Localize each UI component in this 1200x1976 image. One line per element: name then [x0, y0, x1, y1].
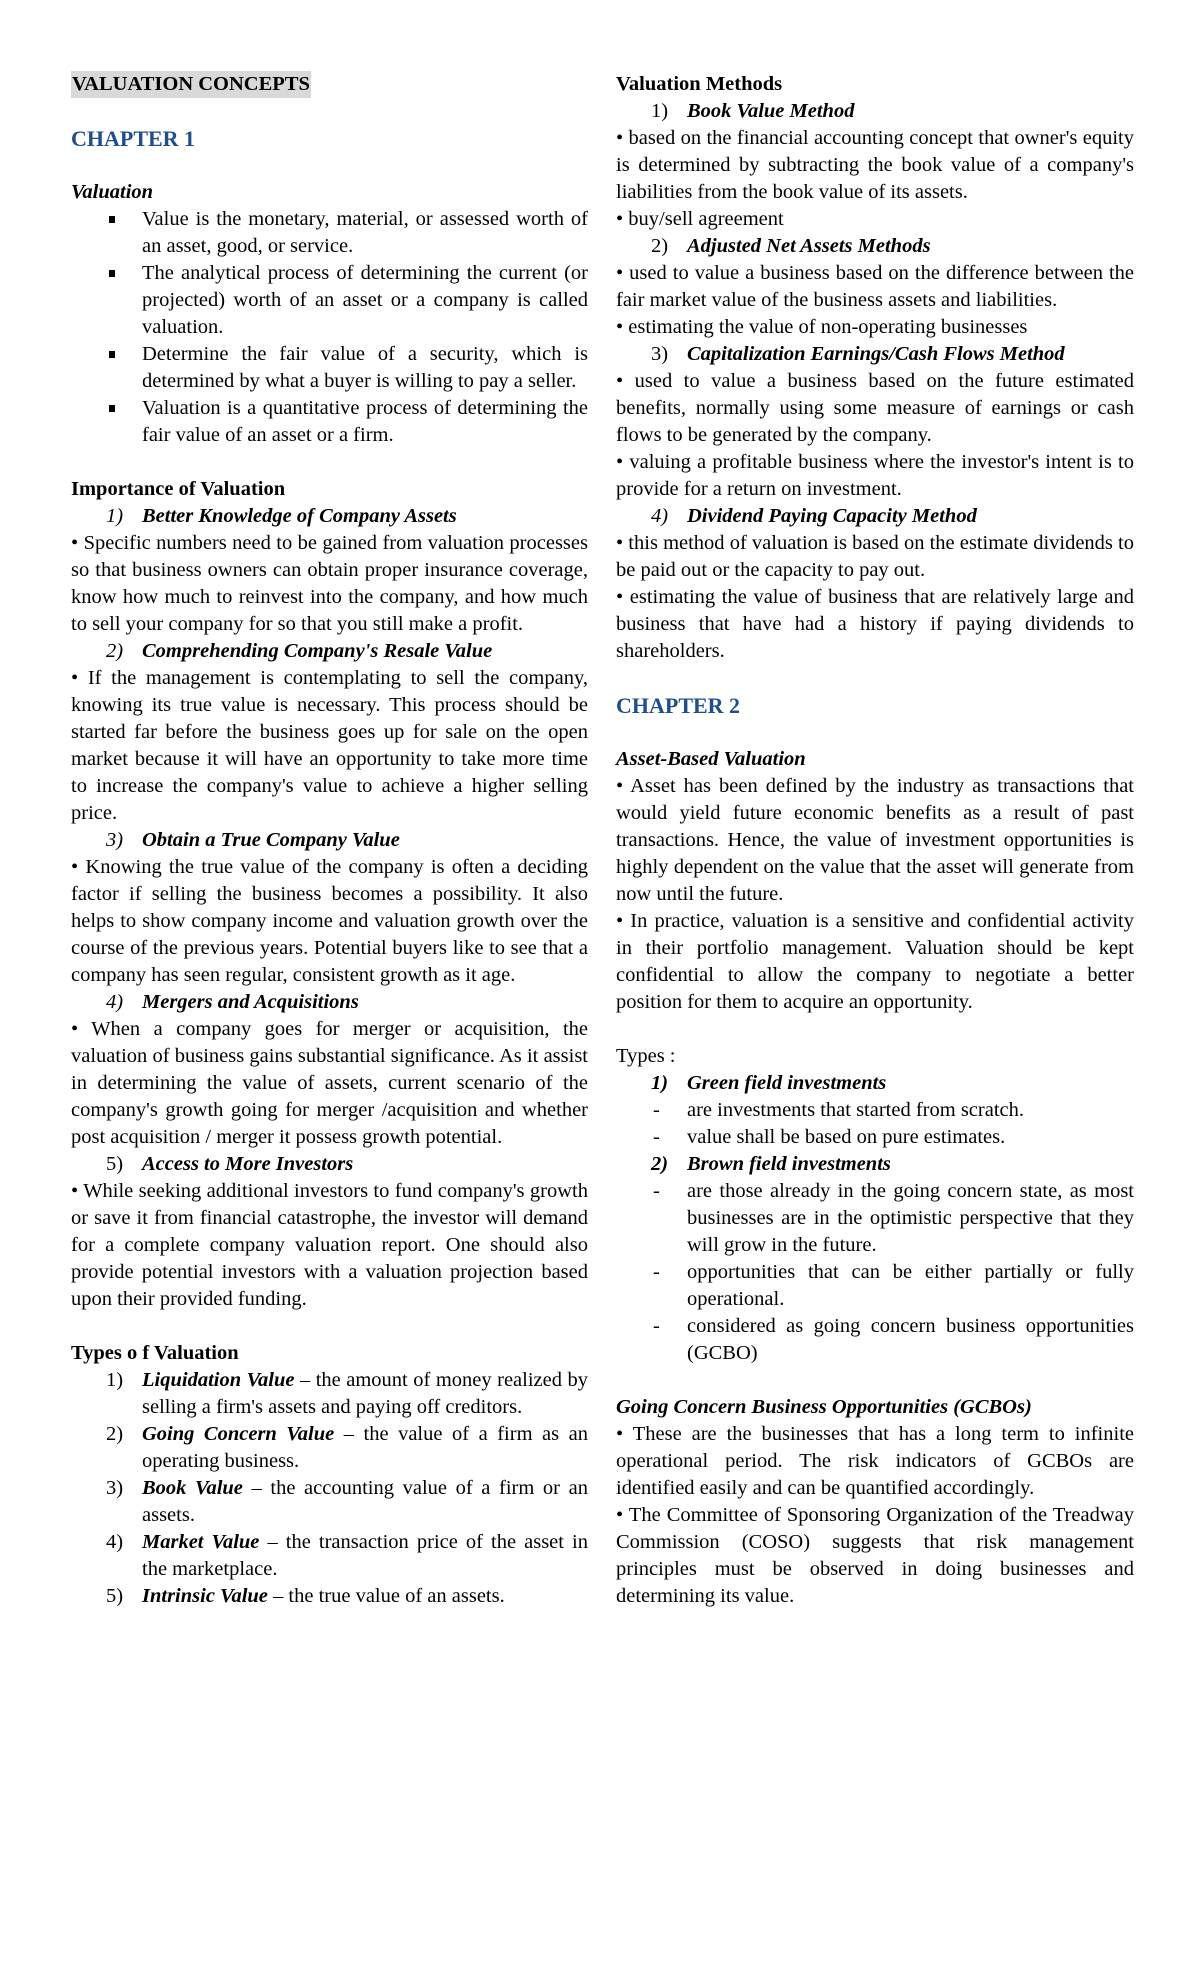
paragraph: • estimating the value of non-operating businesses: [616, 316, 1028, 338]
paragraph: • used to value a business based on the difference between the fair market value of the business assets and liabilities.: [616, 262, 1134, 311]
valuation-methods-heading: Valuation Methods: [616, 73, 783, 95]
point-text: are investments that started from scratch.: [687, 1099, 1024, 1121]
paragraph: • The Committee of Sponsoring Organization of the Treadway Commission (COSO) suggests that risk management principles must be observed in doing businesses and determining its value.: [616, 1504, 1134, 1607]
chapter-2-heading: CHAPTER 2: [616, 693, 741, 718]
point-text: value shall be based on pure estimates.: [687, 1126, 1006, 1148]
item-title: Brown field investments: [687, 1153, 891, 1175]
paragraph: • used to value a business based on the future estimated benefits, normally using some measure of earnings or cash flows to be generated by the company.: [616, 370, 1134, 446]
numbered-heading: [616, 341, 1134, 368]
item-title: Comprehending Company's Resale Value: [142, 640, 493, 662]
valuation-type-definition: – the transaction price of the asset in the marketplace.: [142, 1531, 588, 1580]
item-number: 1): [106, 1369, 124, 1391]
valuation-type-definition: – the value of a firm as an operating business.: [142, 1423, 588, 1472]
numbered-heading: [71, 989, 588, 1016]
right-column: [616, 71, 1134, 1610]
dash-bullet-icon: -: [653, 1180, 660, 1202]
paragraph: • valuing a profitable business where the investor's intent is to provide for a return on investment.: [616, 451, 1134, 500]
list-item: [71, 1421, 588, 1475]
paragraph: • If the management is contemplating to sell the company, knowing its true value is necessary. This process should be started far before the business goes up for sale on the open market because it will have an opportunity to take more time to increase the company's value to achieve a higher selling price.: [71, 667, 588, 824]
item-number: 4): [106, 991, 124, 1013]
paragraph: • Asset has been defined by the industry as transactions that would yield future economic benefits as a result of past transactions. Hence, the value of investment opportunities is highly dependent on the value that the asset will generate from now until the future.: [616, 775, 1134, 905]
dash-bullet-icon: -: [653, 1315, 660, 1337]
valuation-type-definition: – the true value of an assets.: [267, 1585, 505, 1607]
list-item: [616, 1178, 1134, 1259]
numbered-heading: [616, 98, 1134, 125]
item-number: 4): [651, 505, 669, 527]
valuation-type-term: Market Value: [142, 1531, 260, 1553]
numbered-heading: [71, 638, 588, 665]
types-of-valuation-list: [71, 1367, 588, 1610]
point-text: considered as going concern business opportunities (GCBO): [687, 1315, 1134, 1364]
numbered-heading: [71, 1151, 588, 1178]
importance-heading: Importance of Valuation: [71, 478, 286, 500]
item-number: 2): [106, 640, 124, 662]
item-number: 1): [651, 100, 669, 122]
valuation-bullets: [71, 206, 588, 449]
item-number: 5): [106, 1585, 124, 1607]
item-title: Capitalization Earnings/Cash Flows Method: [687, 343, 1065, 365]
valuation-type-term: Liquidation Value: [142, 1369, 295, 1391]
item-title: Book Value Method: [687, 100, 855, 122]
paragraph: • These are the businesses that has a long term to infinite operational period. The risk indicators of GCBOs are identified easily and can be quantified accordingly.: [616, 1423, 1134, 1499]
list-item: [616, 1259, 1134, 1313]
valuation-heading: Valuation: [71, 181, 154, 203]
list-item: The analytical process of determining the current (or projected) worth of an asset or a company is called valuation.: [71, 260, 588, 341]
paragraph: • When a company goes for merger or acquisition, the valuation of business gains substantial significance. As it assist in determining the value of assets, current scenario of the company's growth going for merger /acquisition and whether post acquisition / merger it possess growth potential.: [71, 1018, 588, 1148]
item-title: Adjusted Net Assets Methods: [687, 235, 931, 257]
list-item: [71, 1367, 588, 1421]
list-item: [71, 1475, 588, 1529]
valuation-type-definition: – the accounting value of a firm or an assets.: [142, 1477, 588, 1526]
list-item: [71, 1529, 588, 1583]
numbered-heading: [71, 503, 588, 530]
paragraph: • estimating the value of business that are relatively large and business that have had a history if paying dividends to shareholders.: [616, 586, 1134, 662]
item-number: 3): [106, 829, 124, 851]
square-bullet-icon: [109, 270, 115, 277]
investment-types-list: [616, 1070, 1134, 1367]
paragraph: • based on the financial accounting concept that owner's equity is determined by subtracting the book value of a company's liabilities from the book value of its assets.: [616, 127, 1134, 203]
item-number: 3): [106, 1477, 124, 1499]
gcbo-heading: Going Concern Business Opportunities (GCBOs): [616, 1396, 1032, 1418]
item-number: 3): [651, 343, 669, 365]
item-title: Dividend Paying Capacity Method: [687, 505, 977, 527]
chapter-1-heading: CHAPTER 1: [71, 126, 196, 151]
item-number: 5): [106, 1153, 124, 1175]
document-title: VALUATION CONCEPTS: [71, 71, 311, 98]
numbered-heading: [616, 1151, 1134, 1178]
numbered-heading: [71, 827, 588, 854]
valuation-type-term: Going Concern Value: [142, 1423, 335, 1445]
item-title: Green field investments: [687, 1072, 887, 1094]
paragraph: • this method of valuation is based on the estimate dividends to be paid out or the capacity to pay out.: [616, 532, 1134, 581]
list-item: [71, 1583, 588, 1610]
square-bullet-icon: [109, 405, 115, 412]
numbered-heading: [616, 1070, 1134, 1097]
paragraph: • Specific numbers need to be gained from valuation processes so that business owners can obtain proper insurance coverage, know how much to reinvest into the company, and how much to sell your company for so that you still make a profit.: [71, 532, 588, 635]
point-text: opportunities that can be either partially or fully operational.: [687, 1261, 1134, 1310]
point-text: are those already in the going concern state, as most businesses are in the optimistic perspective that they will grow in the future.: [687, 1180, 1134, 1256]
dash-bullet-icon: -: [653, 1261, 660, 1283]
dash-bullet-icon: -: [653, 1126, 660, 1148]
item-number: 2): [106, 1423, 124, 1445]
valuation-methods-list: [616, 98, 1134, 665]
item-title: Access to More Investors: [142, 1153, 354, 1175]
item-number: 1): [106, 505, 124, 527]
square-bullet-icon: [109, 351, 115, 358]
list-item: [616, 1097, 1134, 1124]
item-title: Better Knowledge of Company Assets: [142, 505, 457, 527]
types-label: Types :: [616, 1045, 676, 1067]
valuation-type-definition: – the amount of money realized by selling a firm's assets and paying off creditors.: [142, 1369, 588, 1418]
importance-list: [71, 503, 588, 1313]
square-bullet-icon: [109, 216, 115, 223]
paragraph: • While seeking additional investors to fund company's growth or save it from financial catastrophe, the investor will demand for a complete company valuation report. One should also provide potential investors with a valuation projection based upon their provided funding.: [71, 1180, 588, 1310]
item-number: 2): [651, 1153, 669, 1175]
list-item: Value is the monetary, material, or assessed worth of an asset, good, or service.: [71, 206, 588, 260]
item-title: Obtain a True Company Value: [142, 829, 400, 851]
paragraph: • Knowing the true value of the company is often a deciding factor if selling the business becomes a possibility. It also helps to show company income and valuation growth over the course of the previous years. Potential buyers like to see that a company has seen regular, consistent growth as it age.: [71, 856, 588, 986]
dash-bullet-icon: -: [653, 1099, 660, 1121]
list-item: Determine the fair value of a security, which is determined by what a buyer is willing to pay a seller.: [71, 341, 588, 395]
item-number: 4): [106, 1531, 124, 1553]
asset-based-heading: Asset-Based Valuation: [616, 748, 806, 770]
paragraph: • In practice, valuation is a sensitive and confidential activity in their portfolio management. Valuation should be kept confidential to allow the company to negotiate a better position for them to acquire an opportunity.: [616, 910, 1134, 1013]
numbered-heading: [616, 503, 1134, 530]
item-number: 2): [651, 235, 669, 257]
item-title: Mergers and Acquisitions: [142, 991, 359, 1013]
item-number: 1): [651, 1072, 669, 1094]
types-of-valuation-heading: Types o f Valuation: [71, 1342, 239, 1364]
valuation-type-term: Intrinsic Value: [142, 1585, 268, 1607]
left-column: [71, 71, 588, 1610]
list-item: [616, 1313, 1134, 1367]
paragraph: • buy/sell agreement: [616, 208, 784, 230]
list-item: Valuation is a quantitative process of determining the fair value of an asset or a firm.: [71, 395, 588, 449]
numbered-heading: [616, 233, 1134, 260]
valuation-type-term: Book Value: [142, 1477, 243, 1499]
list-item: [616, 1124, 1134, 1151]
